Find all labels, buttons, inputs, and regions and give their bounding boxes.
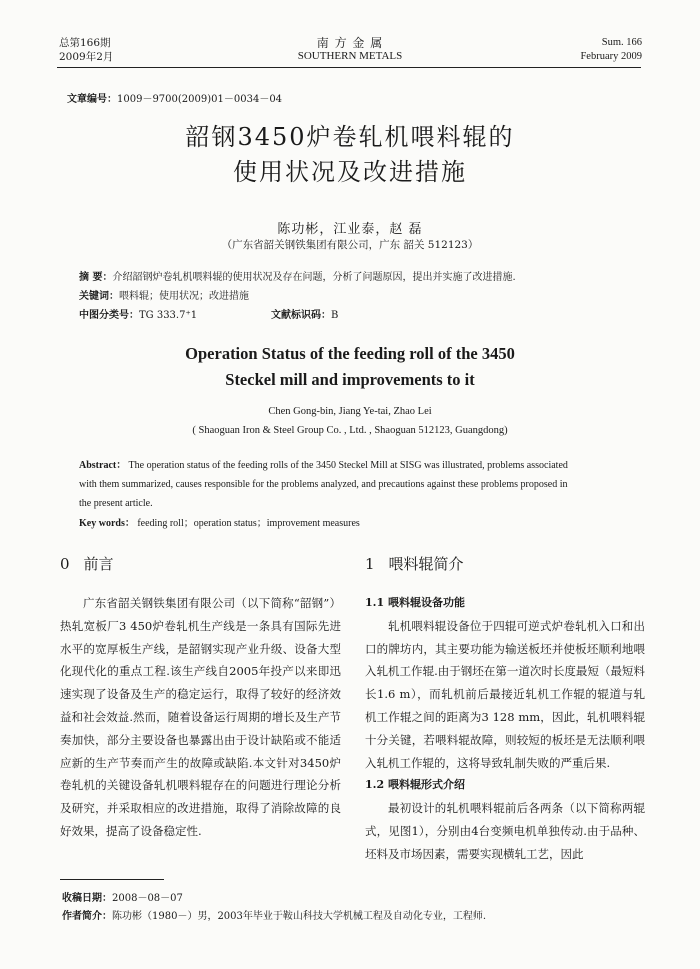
clc-label: 中图分类号： — [79, 310, 139, 321]
received-label: 收稿日期： — [62, 893, 112, 904]
section1-2-title: 1.2 喂料辊形式介绍 — [365, 778, 465, 792]
affiliation-cn: （广东省韶关钢铁集团有限公司，广东 韶关 512123） — [221, 239, 479, 251]
footnote-received — [62, 892, 183, 905]
doc-code-value: B — [331, 310, 339, 321]
title-en-line1: Operation Status of the feeding roll of the 3450 — [185, 344, 515, 363]
abstract-cn — [79, 271, 516, 284]
keywords-en-text: feeding roll；operation status；improvement measures — [137, 518, 360, 529]
keywords-en — [79, 514, 360, 529]
footnote-author — [62, 910, 486, 923]
author-bio: 陈功彬（1980－）男，2003年毕业于鞍山科技大学机械工程及自动化专业，工程师. — [112, 911, 487, 922]
article-id-value: 1009－9700(2009)01－0034－04 — [117, 94, 283, 105]
affiliation-en: ( Shaoguan Iron & Steel Group Co. , Ltd. , Shaoguan 512123, Guangdong) — [192, 425, 508, 436]
received-date: 2008－08－07 — [112, 893, 183, 904]
header-rule — [57, 67, 641, 68]
author-label: 作者简介： — [62, 911, 112, 922]
title-cn-line1: 韶钢3450炉卷轧机喂料辊的 — [185, 123, 515, 151]
header-journal-en: SOUTHERN METALS — [297, 50, 403, 62]
doc-code-label: 文献标识码： — [271, 310, 331, 321]
abstract-en-line3: the present article. — [79, 498, 153, 509]
section0-body — [60, 592, 341, 843]
clc — [79, 309, 197, 322]
keywords-cn — [79, 290, 249, 303]
section0-number: 0 — [60, 555, 70, 573]
section1-2-text: 最初设计的轧机喂料辊前后各两条（以下简称两辊式，见图1），分别由4台变频电机单独传动.由于品种、坯料及市场因素，需要实现横轧工艺，因此 — [365, 801, 645, 861]
keywords-cn-text: 喂料辊；使用状况；改进措施 — [119, 291, 249, 302]
abstract-cn-label: 摘 要： — [79, 272, 113, 283]
section1-heading — [365, 553, 464, 575]
header-journal-cn: 南 方 金 属 — [316, 36, 384, 50]
section1-1-title: 1.1 喂料辊设备功能 — [365, 596, 465, 609]
abstract-en-line2: with them summarized, causes responsible for the problems analyzed, and precautions against these problems proposed in — [79, 479, 568, 490]
section1-title: 喂料辊简介 — [388, 555, 464, 573]
section1-1-text: 轧机喂料辊设备位于四辊可逆式炉卷轧机入口和出口的牌坊内，其主要功能为输送板坯并使板坯顺利地喂入轧机工作辊.由于钢坯在第一道次时长度最短（最短料长1.6 m），而轧机前后最接近轧机工作辊的辊道与轧机工作辊之间的距离为3 128 mm，因此，轧机喂料辊十分关键，若喂料辊故障，则较短的板坯是无法顺利喂入轧机工作辊的，这将导致轧制失败的严重后果. — [365, 618, 645, 770]
section1-body — [365, 592, 645, 866]
article-id — [67, 93, 282, 106]
title-cn-line2: 使用状况及改进措施 — [233, 158, 467, 186]
header-date-cn: 2009年2月 — [59, 51, 114, 63]
footnote-rule — [60, 879, 164, 880]
section0-title: 前言 — [83, 555, 114, 573]
article-id-label: 文章编号： — [67, 94, 117, 105]
section1-number: 1 — [365, 555, 375, 573]
clc-value: TG 333.7⁺1 — [139, 310, 198, 321]
authors-cn: 陈功彬，江业泰，赵 磊 — [277, 222, 423, 237]
title-en-line2: Steckel mill and improvements to it — [225, 370, 475, 389]
abstract-cn-text: 介绍韶钢炉卷轧机喂料辊的使用状况及存在问题，分析了问题原因，提出并实施了改进措施. — [112, 272, 516, 283]
abstract-en-line1: The operation status of the feeding rolls of the 3450 Steckel Mill at SISG was illustrated, problems associated — [128, 460, 568, 471]
authors-en: Chen Gong-bin, Jiang Ye-tai, Zhao Lei — [268, 406, 432, 417]
section0-paragraph: 广东省韶关钢铁集团有限公司（以下简称“韶钢”）热轧宽板厂3 450炉卷轧机生产线是一条具有国际先进水平的宽厚板生产线，是韶钢实现产业升级、设备大型化现代化的重点工程.该生产线自2005年投产以来即迅速实现了设备及生产的稳定运行，取得了较好的经济效益和社会效益.然而，随着设备运行周期的增长及生产节奏加快，部分主要设备也暴露出由于设计缺陷或不能适应新的生产节奏而产生的故障或缺陷.本文针对3450炉卷轧机的关键设备轧机喂料辊存在的问题进行理论分析及研究，并采取相应的改进措施，取得了消除故障的良好效果，提高了设备稳定性. — [60, 596, 341, 838]
keywords-en-label: Key words： — [79, 518, 135, 529]
header-issue-cn: 总第166期 — [59, 37, 111, 49]
section0-heading — [60, 553, 114, 575]
doc-code — [271, 309, 338, 322]
header-issue-en: Sum. 166 — [601, 37, 642, 48]
abstract-en-label: Abstract： — [79, 460, 127, 471]
header-date-en: February 2009 — [580, 51, 642, 62]
keywords-cn-label: 关键词： — [79, 291, 119, 302]
abstract-en — [79, 456, 635, 513]
